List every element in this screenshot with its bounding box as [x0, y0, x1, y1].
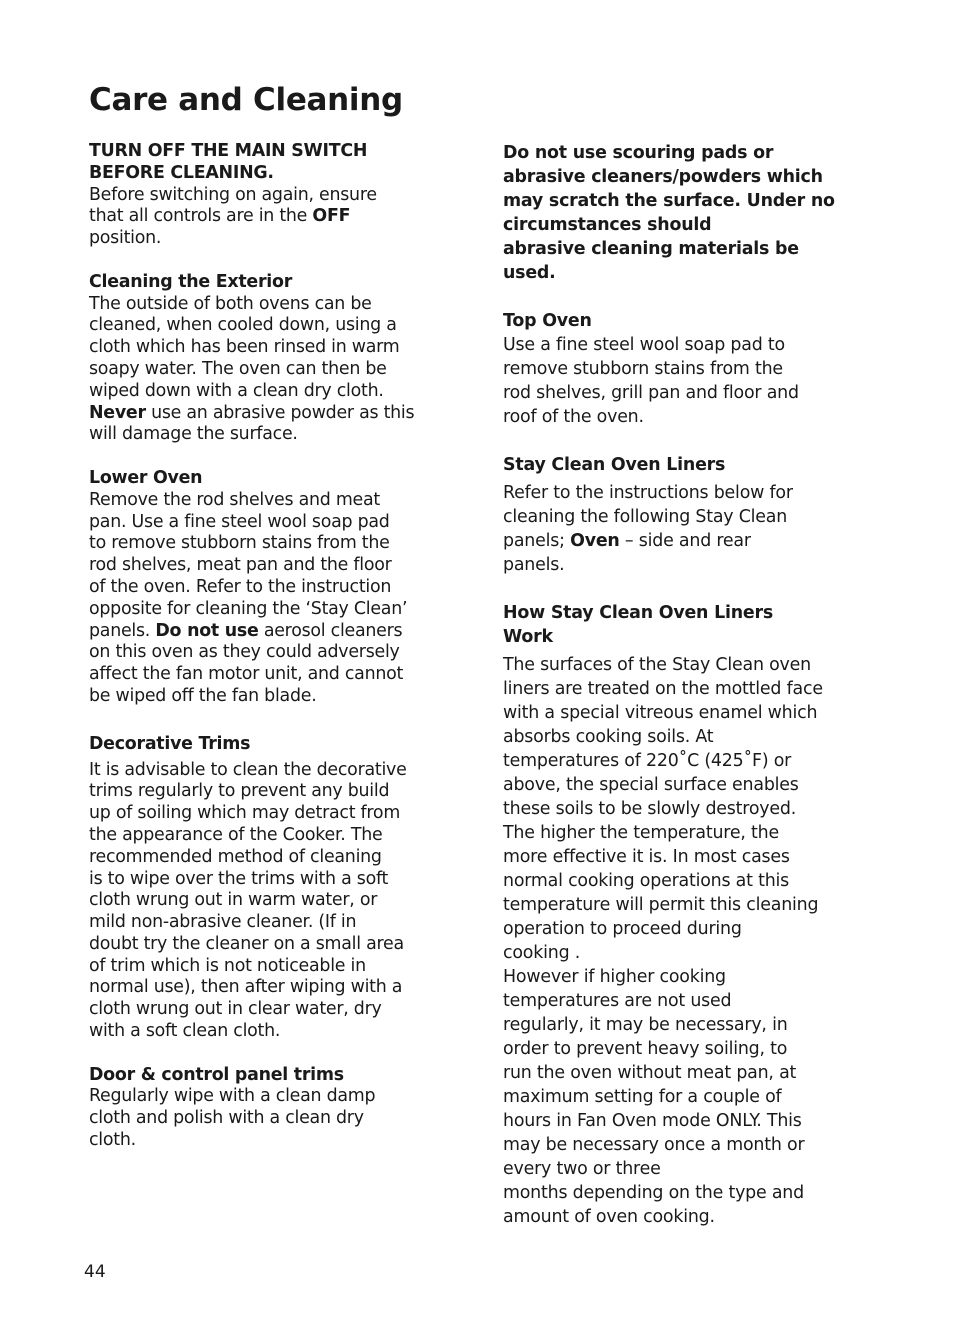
- exterior-text-line: cleaned, when cooled down, using a: [89, 315, 397, 336]
- door-text-line: Regularly wipe with a clean damp: [89, 1086, 376, 1107]
- how-text-line: with a special vitreous enamel which: [503, 703, 818, 723]
- top-oven-text-line: Use a fine steel wool soap pad to: [503, 335, 785, 355]
- lower-oven-text-line: be wiped off the fan blade.: [89, 685, 317, 706]
- door-panel-trims-section: [89, 1065, 441, 1152]
- how-text-line: may be necessary once a month or: [503, 1135, 805, 1155]
- trims-text-line: cloth wrung out in clear water, dry: [89, 999, 382, 1020]
- trims-text-line: of trim which is not noticeable in: [89, 955, 366, 976]
- top-oven-text-line: rod shelves, grill pan and floor and: [503, 383, 799, 403]
- main-switch-heading-line-2: BEFORE CLEANING.: [89, 162, 274, 183]
- liners-text-line: cleaning the following Stay Clean: [503, 507, 788, 527]
- off-emphasis: OFF: [312, 206, 351, 227]
- main-switch-text-line: that all controls are in the OFF: [89, 206, 351, 227]
- liners-text-line: panels.: [503, 555, 565, 575]
- lower-oven-text-line: rod shelves, meat pan and the floor: [89, 555, 392, 576]
- how-text-line: above, the special surface enables: [503, 775, 799, 795]
- main-switch-text-line: Before switching on again, ensure: [89, 184, 377, 205]
- how-text-line: However if higher cooking: [503, 967, 726, 987]
- door-text-line: cloth and polish with a clean dry: [89, 1108, 364, 1129]
- lower-oven-text-line: affect the fan motor unit, and cannot: [89, 664, 404, 685]
- lower-oven-text-line: panels. Do not use aerosol cleaners: [89, 620, 403, 641]
- how-text-line: months depending on the type and: [503, 1183, 804, 1203]
- cleaning-exterior-heading: Cleaning the Exterior: [89, 271, 293, 292]
- decorative-trims-section: [89, 734, 441, 1043]
- how-text-line: cooking .: [503, 943, 581, 963]
- lower-oven-heading: Lower Oven: [89, 467, 203, 488]
- do-not-use-emphasis: Do not use: [155, 620, 259, 641]
- top-oven-text-line: remove stubborn stains from the: [503, 359, 783, 379]
- warning-line: used.: [503, 263, 556, 283]
- how-text-line: more effective it is. In most cases: [503, 847, 790, 867]
- trims-text-line: It is advisable to clean the decorative: [89, 759, 407, 780]
- how-text-line: run the oven without meat pan, at: [503, 1063, 797, 1083]
- lower-oven-text-line: of the oven. Refer to the instruction: [89, 576, 392, 597]
- how-text-line: temperatures are not used: [503, 991, 732, 1011]
- stay-clean-liners-section: [503, 453, 848, 577]
- lower-oven-text-line: on this oven as they could adversely: [89, 642, 400, 663]
- warning-line: abrasive cleaners/powders which: [503, 167, 823, 187]
- how-text-line: temperatures of 220˚C (425˚F) or: [503, 751, 792, 771]
- warning-line: abrasive cleaning materials be: [503, 239, 799, 259]
- main-switch-section: [89, 141, 441, 250]
- how-text-line: these soils to be slowly destroyed.: [503, 799, 797, 819]
- page-title: Care and Cleaning: [89, 82, 403, 118]
- how-text-line: every two or three: [503, 1159, 661, 1179]
- page-number: 44: [84, 1262, 106, 1282]
- trims-text-line: trims regularly to prevent any build: [89, 781, 390, 802]
- how-liners-work-section: [503, 601, 848, 1229]
- right-column: [503, 141, 848, 1253]
- how-text-line: maximum setting for a couple of: [503, 1087, 782, 1107]
- decorative-trims-heading: Decorative Trims: [89, 733, 251, 754]
- oven-emphasis: Oven: [570, 531, 620, 551]
- trims-text-line: mild non-abrasive cleaner. (If in: [89, 912, 357, 933]
- abrasive-warning-section: [503, 141, 848, 285]
- never-emphasis: Never: [89, 402, 146, 423]
- how-text-line: regularly, it may be necessary, in: [503, 1015, 788, 1035]
- door-text-line: cloth.: [89, 1130, 136, 1151]
- trims-text-line: up of soiling which may detract from: [89, 803, 401, 824]
- stay-clean-liners-heading: Stay Clean Oven Liners: [503, 455, 726, 475]
- how-liners-work-heading-line-2: Work: [503, 627, 553, 647]
- how-text-line: temperature will permit this cleaning: [503, 895, 819, 915]
- main-switch-heading-line-1: TURN OFF THE MAIN SWITCH: [89, 141, 368, 161]
- top-oven-heading: Top Oven: [503, 311, 592, 331]
- exterior-text-line: will damage the surface.: [89, 424, 298, 445]
- exterior-text-line: wiped down with a clean dry cloth.: [89, 380, 384, 401]
- top-oven-text-line: roof of the oven.: [503, 407, 644, 427]
- lower-oven-text-line: opposite for cleaning the ‘Stay Clean’: [89, 598, 408, 619]
- how-text-line: The surfaces of the Stay Clean oven: [503, 655, 811, 675]
- trims-text-line: with a soft clean cloth.: [89, 1021, 281, 1042]
- how-text-line: liners are treated on the mottled face: [503, 679, 823, 699]
- how-liners-work-heading-line-1: How Stay Clean Oven Liners: [503, 603, 774, 623]
- cleaning-exterior-section: [89, 272, 441, 446]
- lower-oven-text-line: pan. Use a fine steel wool soap pad: [89, 511, 390, 532]
- main-switch-text-line: position.: [89, 228, 162, 249]
- exterior-text-line: Never use an abrasive powder as this: [89, 402, 415, 423]
- trims-text-line: doubt try the cleaner on a small area: [89, 933, 404, 954]
- lower-oven-text-line: to remove stubborn stains from the: [89, 533, 390, 554]
- how-text-line: operation to proceed during: [503, 919, 742, 939]
- exterior-text-line: The outside of both ovens can be: [89, 293, 372, 314]
- door-panel-trims-heading: Door & control panel trims: [89, 1064, 344, 1085]
- warning-line: Do not use scouring pads or: [503, 143, 774, 163]
- liners-text-line: Refer to the instructions below for: [503, 483, 793, 503]
- trims-text-line: cloth wrung out in warm water, or: [89, 890, 378, 911]
- trims-text-line: recommended method of cleaning: [89, 846, 382, 867]
- trims-text-line: normal use), then after wiping with a: [89, 977, 403, 998]
- lower-oven-text-line: Remove the rod shelves and meat: [89, 489, 380, 510]
- how-text-line: order to prevent heavy soiling, to: [503, 1039, 788, 1059]
- liners-text-line: panels; Oven – side and rear: [503, 531, 751, 551]
- how-text-line: The higher the temperature, the: [503, 823, 779, 843]
- trims-text-line: the appearance of the Cooker. The: [89, 824, 383, 845]
- warning-line: circumstances should: [503, 215, 712, 235]
- how-text-line: hours in Fan Oven mode ONLY. This: [503, 1111, 802, 1131]
- lower-oven-section: [89, 468, 441, 708]
- exterior-text-line: cloth which has been rinsed in warm: [89, 337, 400, 358]
- left-column: [89, 141, 441, 1174]
- how-text-line: amount of oven cooking.: [503, 1207, 715, 1227]
- warning-line: may scratch the surface. Under no: [503, 191, 835, 211]
- how-text-line: absorbs cooking soils. At: [503, 727, 714, 747]
- top-oven-section: [503, 309, 848, 429]
- exterior-text-line: soapy water. The oven can then be: [89, 358, 387, 379]
- how-text-line: normal cooking operations at this: [503, 871, 790, 891]
- trims-text-line: is to wipe over the trims with a soft: [89, 868, 389, 889]
